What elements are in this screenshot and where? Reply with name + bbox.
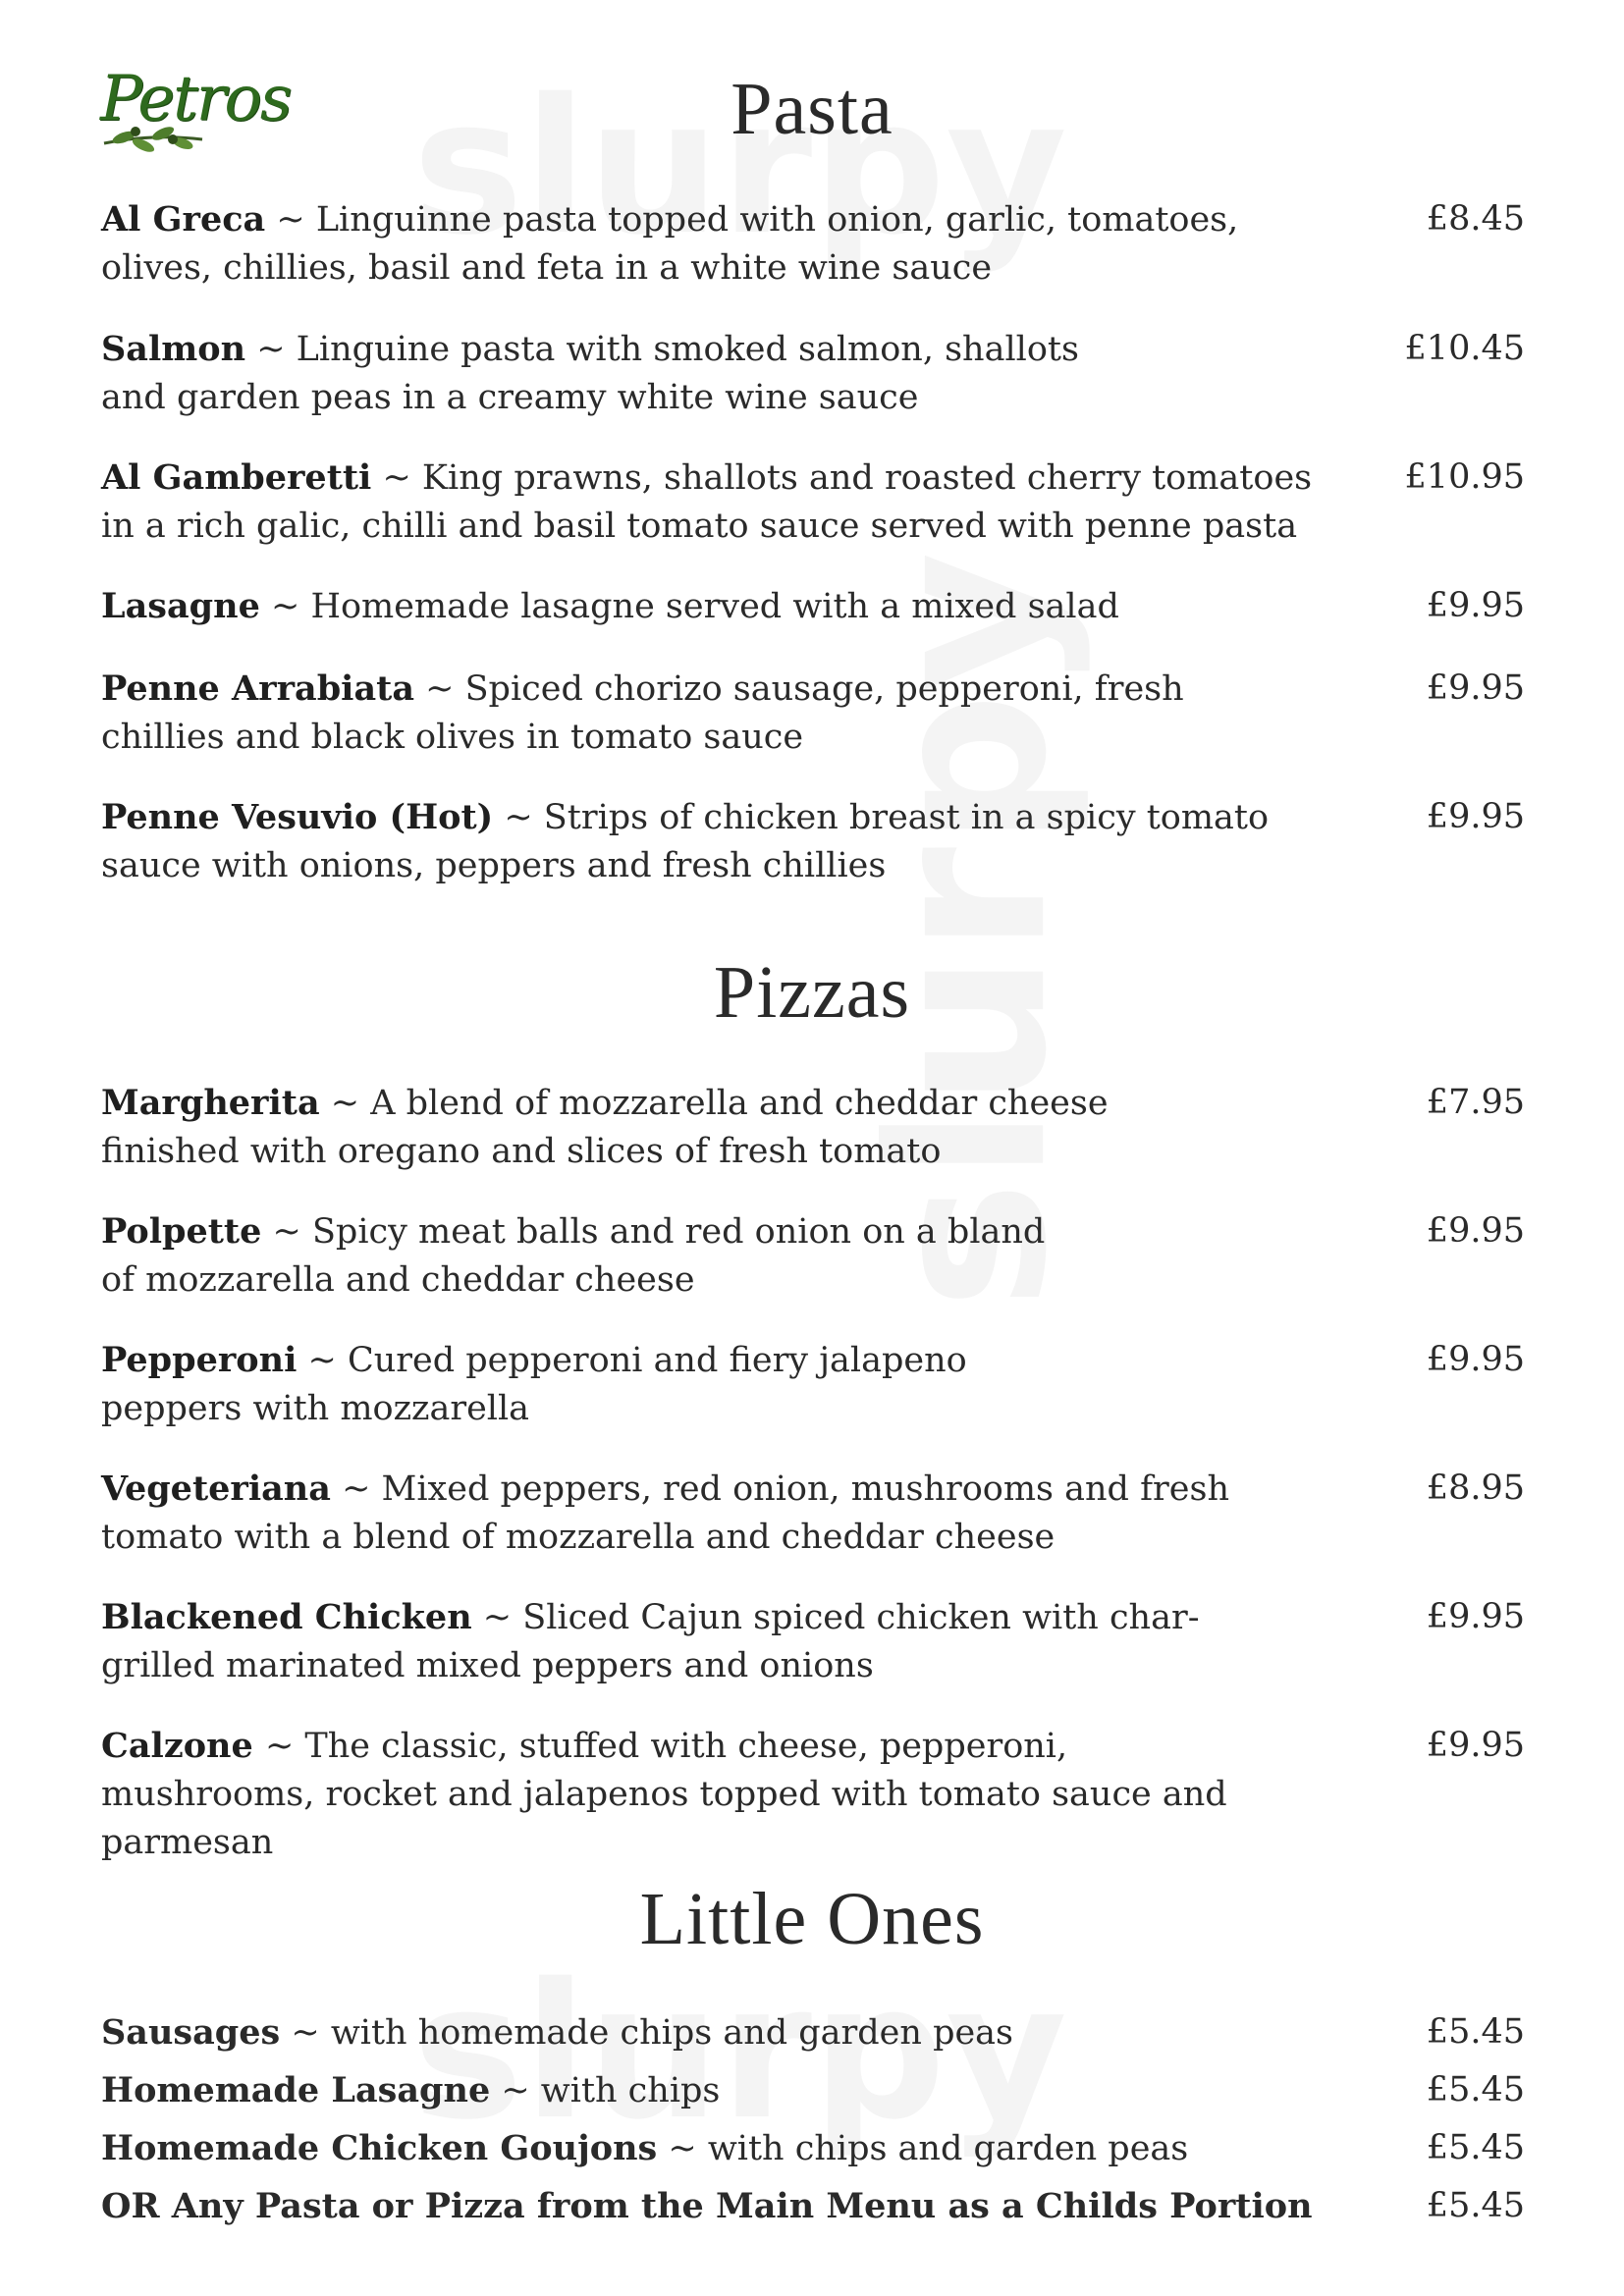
item-price: £7.95 xyxy=(1426,1083,1525,1122)
item-name: Sausages xyxy=(101,2012,281,2053)
menu-item: Calzone ~ The classic, stuffed with cheese, pepperoni, mushrooms, rocket and jalapenos topped with tomato sauce and parmesan £9.95 xyxy=(101,1722,1525,1867)
item-price: £9.95 xyxy=(1426,1726,1525,1765)
item-price: £9.95 xyxy=(1426,797,1525,836)
item-price: £8.45 xyxy=(1426,199,1525,239)
item-description: with homemade chips and garden peas xyxy=(330,2013,1014,2053)
item-price: £10.45 xyxy=(1404,329,1525,368)
kids-menu-item: Homemade Chicken Goujons ~ with chips and garden peas £5.45 xyxy=(101,2124,1525,2173)
item-price: £9.95 xyxy=(1426,586,1525,625)
item-name: Penne Vesuvio (Hot) xyxy=(101,797,494,837)
item-price: £9.95 xyxy=(1426,1211,1525,1251)
menu-item: Pepperoni ~ Cured pepperoni and fiery jalapeno peppers with mozzarella £9.95 xyxy=(101,1336,1525,1433)
item-name: Salmon xyxy=(101,329,246,369)
kids-menu-item: Sausages ~ with homemade chips and garden peas £5.45 xyxy=(101,2008,1525,2057)
item-name: Homemade Chicken Goujons xyxy=(101,2128,658,2168)
menu-item: Vegeteriana ~ Mixed peppers, red onion, mushrooms and fresh tomato with a blend of mozzarella and cheddar cheese £8.95 xyxy=(101,1465,1525,1562)
logo-text: Petros xyxy=(100,63,291,135)
item-description: The classic, stuffed with cheese, pepperoni, mushrooms, rocket and jalapenos topped with tomato sauce and parmesan xyxy=(101,1727,1227,1862)
item-price: £8.95 xyxy=(1426,1468,1525,1508)
item-description: Linguine pasta with smoked salmon, shallots and garden peas in a creamy white wine sauce xyxy=(101,330,1079,417)
menu-item: Blackened Chicken ~ Sliced Cajun spiced chicken with char-grilled marinated mixed peppers and onions £9.95 xyxy=(101,1593,1525,1690)
item-description: with chips and garden peas xyxy=(707,2129,1189,2168)
kids-menu-item xyxy=(101,2182,1525,2231)
menu-item: Penne Arrabiata ~ Spiced chorizo sausage, pepperoni, fresh chillies and black olives in tomato sauce £9.95 xyxy=(101,665,1525,762)
section-title-pizzas: Pizzas xyxy=(713,951,911,1034)
menu-item: Al Greca ~ Linguinne pasta topped with onion, garlic, tomatoes, olives, chillies, basil and feta in a white wine sauce £8.45 xyxy=(101,195,1525,293)
menu-item: Polpette ~ Spicy meat balls and red onion on a bland of mozzarella and cheddar cheese £9.95 xyxy=(101,1207,1525,1305)
item-name: Calzone xyxy=(101,1726,265,1766)
item-name: OR Any Pasta or Pizza from the Main Menu as a Childs Portion xyxy=(101,2186,1313,2226)
menu-item: Penne Vesuvio (Hot) ~ Strips of chicken breast in a spicy tomato sauce with onions, peppers and fresh chillies £9.95 xyxy=(101,793,1525,890)
menu-item: Al Gamberetti ~ King prawns, shallots and roasted cherry tomatoes in a rich galic, chilli and basil tomato sauce served with penne pasta £10.95 xyxy=(101,454,1525,551)
kids-menu-item: Homemade Lasagne ~ with chips £5.45 xyxy=(101,2066,1525,2115)
item-description: Spiced chorizo sausage, pepperoni, fresh chillies and black olives in tomato sauce xyxy=(101,669,1184,757)
item-description: Sliced Cajun spiced chicken with char-grilled marinated mixed peppers and onions xyxy=(101,1598,1200,1685)
item-name: Blackened Chicken xyxy=(101,1597,472,1637)
item-name: Vegeteriana xyxy=(101,1468,331,1509)
item-price: £9.95 xyxy=(1426,1340,1525,1379)
section-title-little-ones: Little Ones xyxy=(639,1878,985,1960)
item-description: Spicy meat balls and red onion on a bland of mozzarella and cheddar cheese xyxy=(101,1212,1046,1300)
item-description: with chips xyxy=(540,2071,721,2110)
item-description: Cured pepperoni and fiery jalapeno peppers with mozzarella xyxy=(101,1341,967,1428)
item-price: £9.95 xyxy=(1426,1597,1525,1636)
item-price: £5.45 xyxy=(1426,2128,1525,2167)
item-name: Penne Arrabiata xyxy=(101,668,414,709)
item-name: Al Greca xyxy=(101,199,266,240)
item-price: £5.45 xyxy=(1426,2012,1525,2052)
item-name: Al Gamberetti xyxy=(101,457,372,498)
menu-item: Salmon ~ Linguine pasta with smoked salmon, shallots and garden peas in a creamy white wine sauce £10.45 xyxy=(101,325,1525,422)
item-description: A blend of mozzarella and cheddar cheese finished with oregano and slices of fresh tomato xyxy=(101,1084,1109,1171)
item-name: Margherita xyxy=(101,1083,320,1123)
menu-item: Margherita ~ A blend of mozzarella and cheddar cheese finished with oregano and slices of fresh tomato £7.95 xyxy=(101,1079,1525,1176)
item-description: Mixed peppers, red onion, mushrooms and fresh tomato with a blend of mozzarella and cheddar cheese xyxy=(101,1469,1229,1557)
item-description: Linguinne pasta topped with onion, garlic, tomatoes, olives, chillies, basil and feta in a white wine sauce xyxy=(101,200,1239,288)
item-price: £5.45 xyxy=(1426,2070,1525,2109)
section-title-pasta: Pasta xyxy=(731,68,893,150)
item-description: Homemade lasagne served with a mixed salad xyxy=(310,587,1119,626)
item-description: King prawns, shallots and roasted cherry tomatoes in a rich galic, chilli and basil tomato sauce served with penne pasta xyxy=(101,458,1313,546)
item-price: £10.95 xyxy=(1404,457,1525,497)
item-price: £5.45 xyxy=(1426,2186,1525,2225)
item-name: Pepperoni xyxy=(101,1340,298,1380)
menu-item: Lasagne ~ Homemade lasagne served with a mixed salad £9.95 xyxy=(101,582,1525,631)
item-name: Polpette xyxy=(101,1211,262,1252)
item-name: Lasagne xyxy=(101,586,260,626)
item-price: £9.95 xyxy=(1426,668,1525,708)
item-description: Strips of chicken breast in a spicy tomato sauce with onions, peppers and fresh chillies xyxy=(101,798,1270,885)
item-name: Homemade Lasagne xyxy=(101,2070,491,2110)
